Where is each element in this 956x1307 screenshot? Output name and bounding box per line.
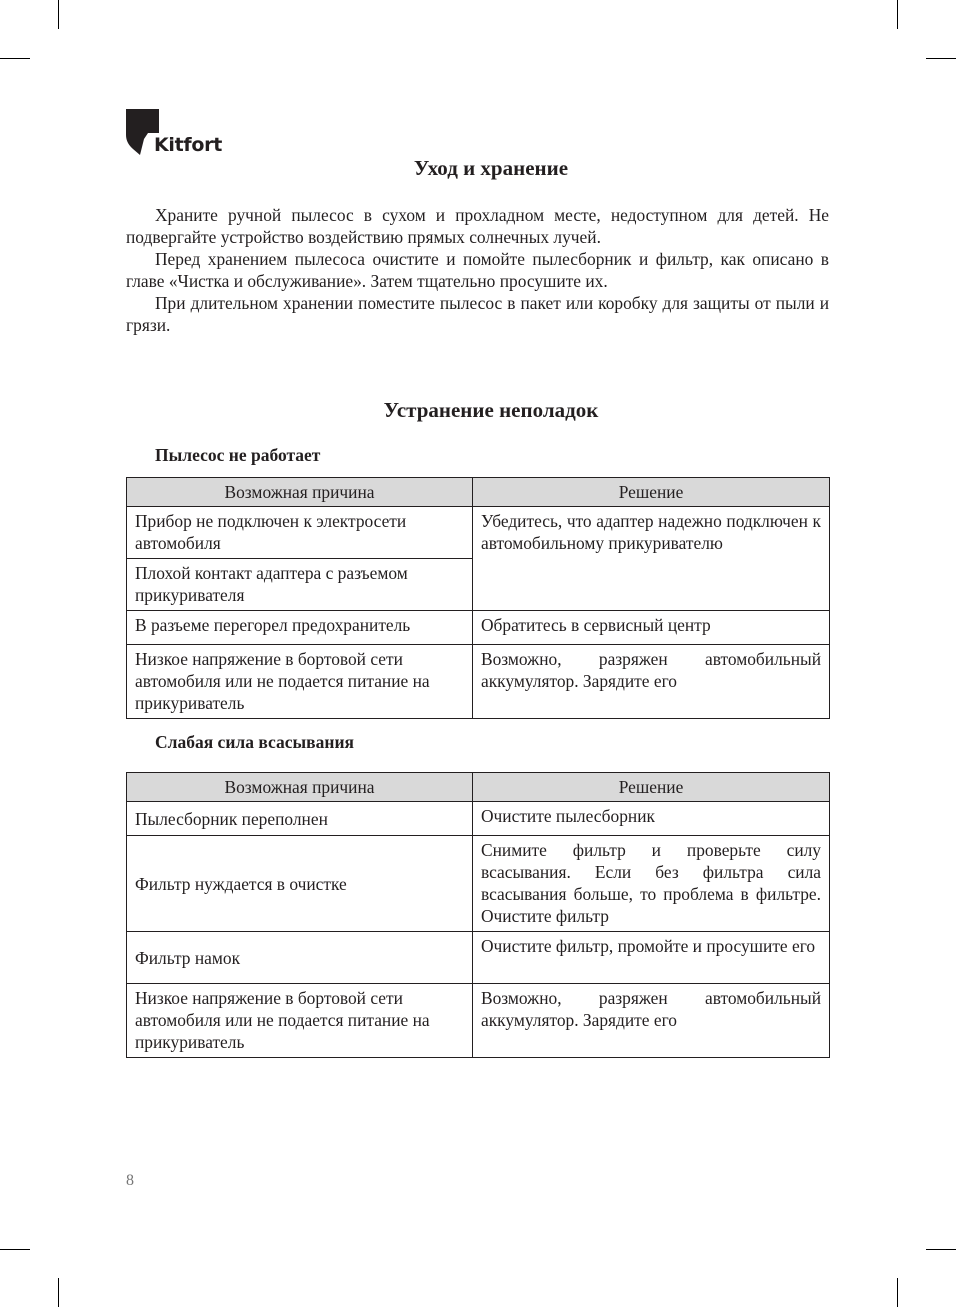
table-row [127, 802, 830, 836]
header-solution: Решение [473, 773, 830, 802]
care-text [126, 204, 829, 336]
crop-mark-top-right-h [926, 58, 956, 59]
care-paragraph: Храните ручной пылесос в сухом и прохладном месте, недоступном для детей. Не подвергайте устройство воздействию прямых солнечных лучей. [126, 205, 829, 247]
table-header-row [127, 478, 830, 507]
crop-mark-bottom-left-h [0, 1249, 30, 1250]
table-row [127, 932, 830, 984]
cause-cell: Плохой контакт адаптера с разъемом прикуривателя [127, 559, 473, 611]
table2-subtitle: Слабая сила всасывания [155, 732, 355, 752]
header-cause: Возможная причина [127, 478, 473, 507]
cause-cell: Низкое напряжение в бортовой сети автомобиля или не подается питание на прикуриватель [127, 645, 473, 719]
table-header-row [127, 773, 830, 802]
solution-cell: Обратитесь в сервисный центр [473, 611, 830, 645]
crop-mark-bottom-right-h [926, 1249, 956, 1250]
care-title: Уход и хранение [413, 156, 569, 180]
crop-mark-bottom-right-v [897, 1278, 898, 1307]
table-row [127, 507, 830, 559]
table-row [127, 611, 830, 645]
page-number: 8 [126, 1172, 134, 1189]
crop-mark-top-right-v [897, 0, 898, 29]
brand-logo [126, 109, 221, 159]
troubleshooting-table-2 [126, 772, 830, 1058]
solution-cell: Очистите пылесборник [473, 802, 830, 836]
table-row [127, 645, 830, 719]
solution-cell: Снимите фильтр и проверьте силу всасывания. Если без фильтра сила всасывания больше, то проблема в фильтре. Очистите фильтр [473, 836, 830, 932]
header-cause: Возможная причина [127, 773, 473, 802]
cause-cell: В разъеме перегорел предохранитель [127, 611, 473, 645]
table1-subtitle: Пылесос не работает [155, 445, 321, 465]
cause-cell: Фильтр нуждается в очистке [127, 836, 473, 932]
cause-cell: Прибор не подключен к электросети автомобиля [127, 507, 473, 559]
care-paragraph: При длительном хранении поместите пылесос в пакет или коробку для защиты от пыли и грязи. [126, 293, 829, 335]
solution-cell: Очистите фильтр, промойте и просушите его [473, 932, 830, 984]
cause-cell: Пылесборник переполнен [127, 802, 473, 836]
header-solution: Решение [473, 478, 830, 507]
troubleshooting-table-1 [126, 477, 830, 719]
solution-cell: Возможно, разряжен автомобильный аккумулятор. Зарядите его [473, 984, 830, 1058]
troubleshooting-title: Устранение неполадок [383, 398, 599, 422]
crop-mark-bottom-left-v [58, 1278, 59, 1307]
brand-name: Kitfort [154, 134, 222, 156]
care-paragraph: Перед хранением пылесоса очистите и помойте пылесборник и фильтр, как описано в главе «Чистка и обслуживание». Затем тщательно просушите их. [126, 249, 829, 291]
solution-cell: Убедитесь, что адаптер надежно подключен к автомобильному прикуривателю [473, 507, 830, 611]
crop-mark-top-left-v [58, 0, 59, 29]
table-row [127, 984, 830, 1058]
table-row [127, 836, 830, 932]
crop-mark-top-left-h [0, 58, 30, 59]
solution-cell: Возможно, разряжен автомобильный аккумулятор. Зарядите его [473, 645, 830, 719]
cause-cell: Фильтр намок [127, 932, 473, 984]
cause-cell: Низкое напряжение в бортовой сети автомобиля или не подается питание на прикуриватель [127, 984, 473, 1058]
